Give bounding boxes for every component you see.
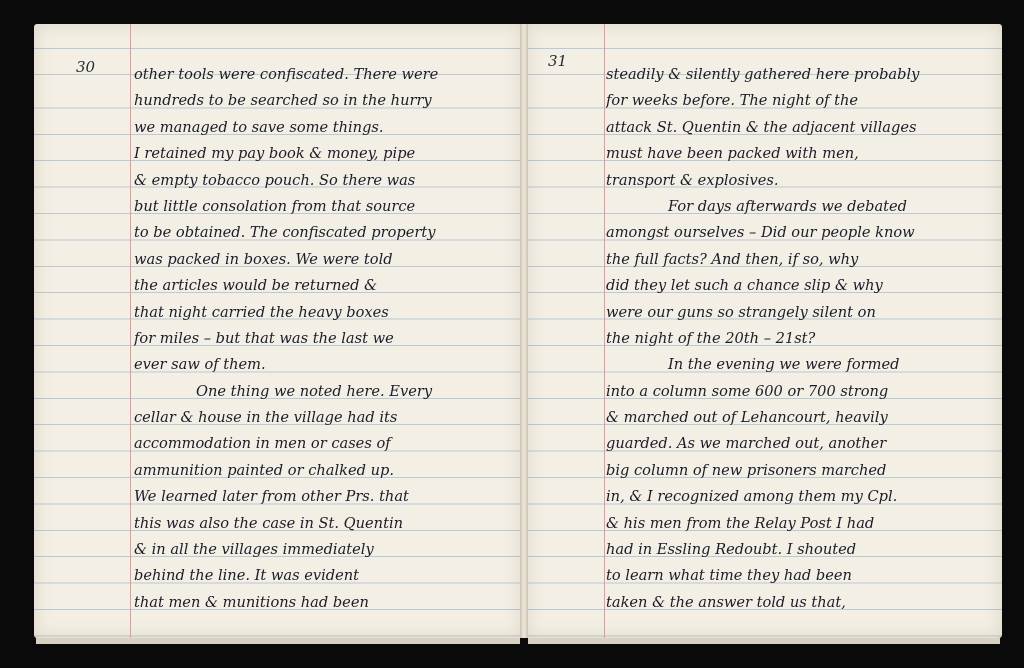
handwritten-line: for miles – but that was the last we	[134, 329, 394, 347]
handwritten-line: in, & I recognized among them my Cpl.	[606, 488, 898, 506]
handwritten-line: accommodation in men or cases of	[134, 435, 391, 453]
handwritten-line: hundreds to be searched so in the hurry	[134, 92, 432, 110]
handwritten-line: into a column some 600 or 700 strong	[606, 382, 889, 400]
handwritten-line: for weeks before. The night of the	[606, 92, 859, 110]
handwritten-line: this was also the case in St. Quentin	[134, 514, 404, 532]
handwritten-line: attack St. Quentin & the adjacent villages	[606, 118, 917, 136]
handwritten-line: other tools were confiscated. There were	[134, 66, 439, 83]
handwritten-line: guarded. As we marched out, another	[606, 435, 887, 453]
handwritten-line: that night carried the heavy boxes	[134, 303, 389, 321]
handwritten-line: did they let such a chance slip & why	[606, 277, 883, 295]
handwritten-line: cellar & house in the village had its	[134, 409, 398, 427]
handwritten-line: steadily & silently gathered here probably	[606, 66, 920, 83]
right-page-margin-line	[604, 24, 605, 638]
handwritten-line: to be obtained. The confiscated property	[134, 224, 436, 242]
handwritten-line: & empty tobacco pouch. So there was	[134, 171, 416, 189]
handwritten-line: but little consolation from that source	[134, 197, 416, 215]
handwritten-line: that men & munitions had been	[134, 593, 369, 611]
left-page	[34, 24, 522, 638]
handwritten-line: the full facts? And then, if so, why	[606, 250, 859, 268]
handwritten-line: the night of the 20th – 21st?	[606, 329, 816, 347]
handwritten-line: ammunition painted or chalked up.	[134, 461, 394, 479]
handwritten-line: had in Essling Redoubt. I shouted	[606, 541, 857, 559]
book-gutter	[520, 24, 528, 638]
handwritten-line: behind the line. It was evident	[134, 567, 359, 585]
left-page-text	[134, 62, 518, 616]
handwritten-line: was packed in boxes. We were told	[134, 250, 393, 268]
left-page-edge	[36, 638, 520, 644]
right-page	[526, 24, 1002, 638]
handwritten-line: ever saw of them.	[134, 356, 266, 374]
handwritten-line: to learn what time they had been	[606, 567, 852, 585]
handwritten-line: transport & explosives.	[606, 171, 779, 189]
handwritten-line: We learned later from other Prs. that	[134, 488, 409, 506]
handwritten-line: amongst ourselves – Did our people know	[606, 224, 915, 242]
handwritten-line: One thing we noted here. Every	[196, 382, 433, 400]
handwritten-line: big column of new prisoners marched	[606, 461, 887, 479]
handwritten-line: taken & the answer told us that,	[606, 593, 846, 611]
right-page-text	[606, 62, 998, 616]
handwritten-line: the articles would be returned &	[134, 277, 378, 295]
handwritten-line: we managed to save some things.	[134, 118, 384, 136]
handwritten-line: & in all the villages immediately	[134, 541, 374, 559]
right-page-number: 31	[548, 52, 568, 70]
handwritten-line: & marched out of Lehancourt, heavily	[606, 409, 888, 427]
handwritten-line: must have been packed with men,	[606, 145, 859, 163]
handwritten-line: I retained my pay book & money, pipe	[134, 145, 416, 163]
handwritten-line: In the evening we were formed	[668, 356, 900, 374]
open-notebook	[34, 24, 1004, 644]
handwritten-line: were our guns so strangely silent on	[606, 303, 876, 321]
left-page-margin-line	[130, 24, 131, 638]
handwritten-line: For days afterwards we debated	[668, 197, 907, 215]
right-page-edge	[528, 638, 1000, 644]
handwritten-line: & his men from the Relay Post I had	[606, 514, 875, 532]
left-page-number: 30	[76, 58, 96, 76]
